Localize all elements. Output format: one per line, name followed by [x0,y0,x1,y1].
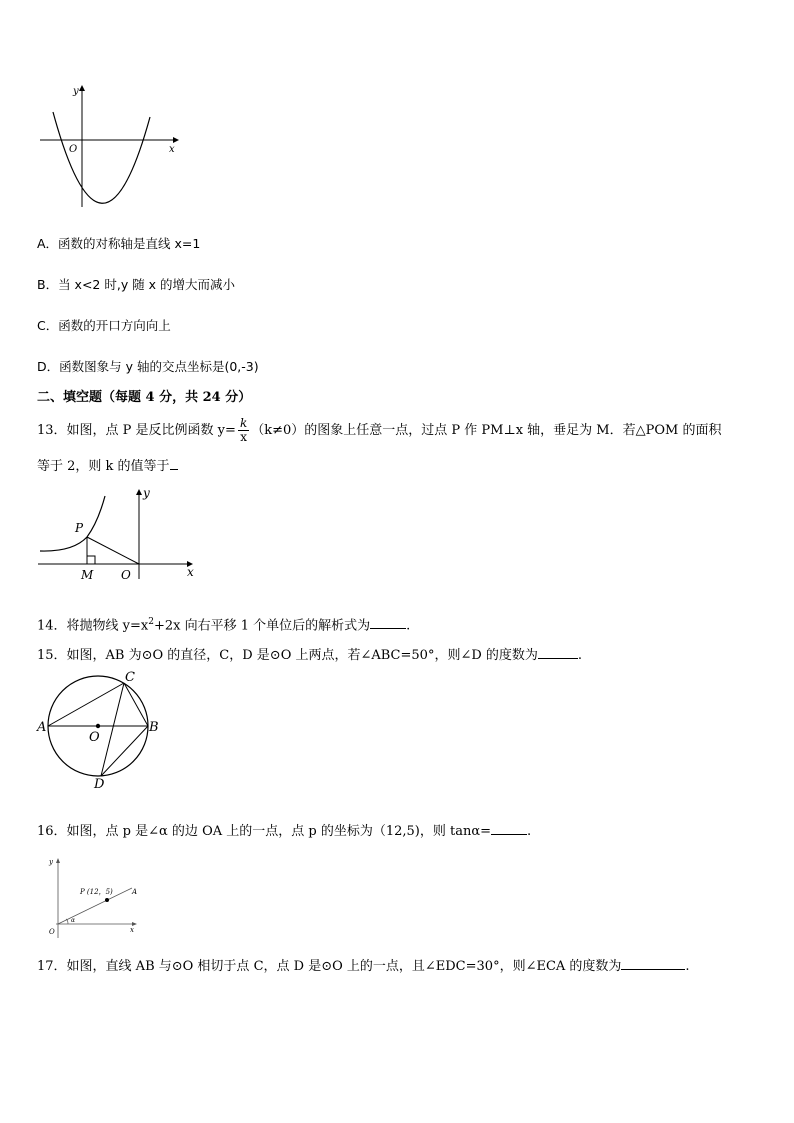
q16-end: . [527,824,532,839]
q15-end: . [577,648,583,663]
q17-line [37,957,690,976]
q15-figure [35,668,165,793]
q16-label-o: O [49,928,55,936]
parabola-x-arrow [173,137,179,143]
q13-hyperbola [40,496,105,551]
q13-answer-blank[interactable] [170,457,178,470]
q15-text: 15．如图，AB 为⊙O 的直径，C，D 是⊙O 上两点，若∠ABC=50°，则∠D 的度数为 [37,648,538,663]
q15-label-o: O [89,730,100,745]
q13-label-o: O [121,568,131,582]
q13-text-part2: （k≠0）的图象上任意一点，过点 P 作 PM⊥x 轴，垂足为 M．若△POM 的面积 [251,423,722,438]
q14-end: . [406,618,411,634]
q16-answer-blank[interactable] [491,822,527,835]
q13-text-part1: 13．如图，点 P 是反比例函数 y= [37,423,236,438]
q13-right-angle-mark [87,556,95,564]
q16-y-arrow [56,858,60,863]
q14-line [37,613,410,635]
option-b: B．当 x<2 时,y 随 x 的增大而减小 [37,277,236,292]
parabola-curve [53,112,150,203]
option-d: D．函数图象与 y 轴的交点坐标是(0,-3) [37,359,259,374]
q15-label-b: B [149,720,159,735]
q14-text-a: 14．将抛物线 y=x [37,618,149,634]
q17-text: 17．如图，直线 AB 与⊙O 相切于点 C，点 D 是⊙O 上的一点，且∠EDC=30°，则∠ECA 的度数为 [37,959,622,974]
q15-label-d: D [94,777,105,792]
q16-label-a: A [132,888,138,896]
q16-line [37,822,531,841]
q13-fraction [238,417,249,444]
q15-label-c: C [125,670,135,685]
q15-label-a: A [37,720,47,735]
q14-text-b: +2x 向右平移 1 个单位后的解析式为 [153,618,371,634]
q13-line1 [37,414,721,448]
q15-center-dot [96,724,100,728]
option-c: C．函数的开口方向向上 [37,318,171,333]
q13-label-m: M [81,568,94,582]
q15-chord-bc [124,683,148,726]
q13-text-line2: 等于 2，则 k 的值等于 [37,459,170,474]
q13-frac-numerator: k [239,416,248,430]
parabola-origin-label: O [69,144,78,155]
parabola-y-label: y [73,86,79,97]
q13-label-p: P [75,521,84,535]
q13-line2 [37,457,178,476]
section-2-title: 二、填空题（每题 4 分，共 24 分） [37,390,252,405]
q15-chord-ac [48,683,124,726]
q16-figure [44,854,144,944]
q16-label-alpha: α [71,917,76,924]
q15-line [37,646,582,665]
q16-label-y: y [49,858,53,866]
q13-y-arrow [136,489,142,495]
q13-label-x: x [187,565,194,579]
option-a: A．函数的对称轴是直线 x=1 [37,236,201,251]
q13-frac-denominator: x [240,430,247,444]
parabola-figure [35,82,185,212]
parabola-x-label: x [169,144,175,155]
parabola-y-arrow [79,85,85,91]
q13-label-y: y [143,486,150,500]
q16-label-x: x [130,926,134,934]
q17-answer-blank[interactable] [621,957,685,970]
q15-answer-blank[interactable] [538,646,578,659]
q16-point-p [105,898,109,902]
q14-superscript: 2 [148,617,154,627]
q15-chord-cd [101,683,124,776]
q16-text: 16．如图，点 p 是∠α 的边 OA 上的一点，点 p 的坐标为（12,5)，则 tanα= [37,824,491,839]
q16-label-point: P (12，5) [80,888,113,896]
q17-end: . [685,959,690,974]
q13-figure [35,484,200,584]
q14-answer-blank[interactable] [370,616,406,629]
